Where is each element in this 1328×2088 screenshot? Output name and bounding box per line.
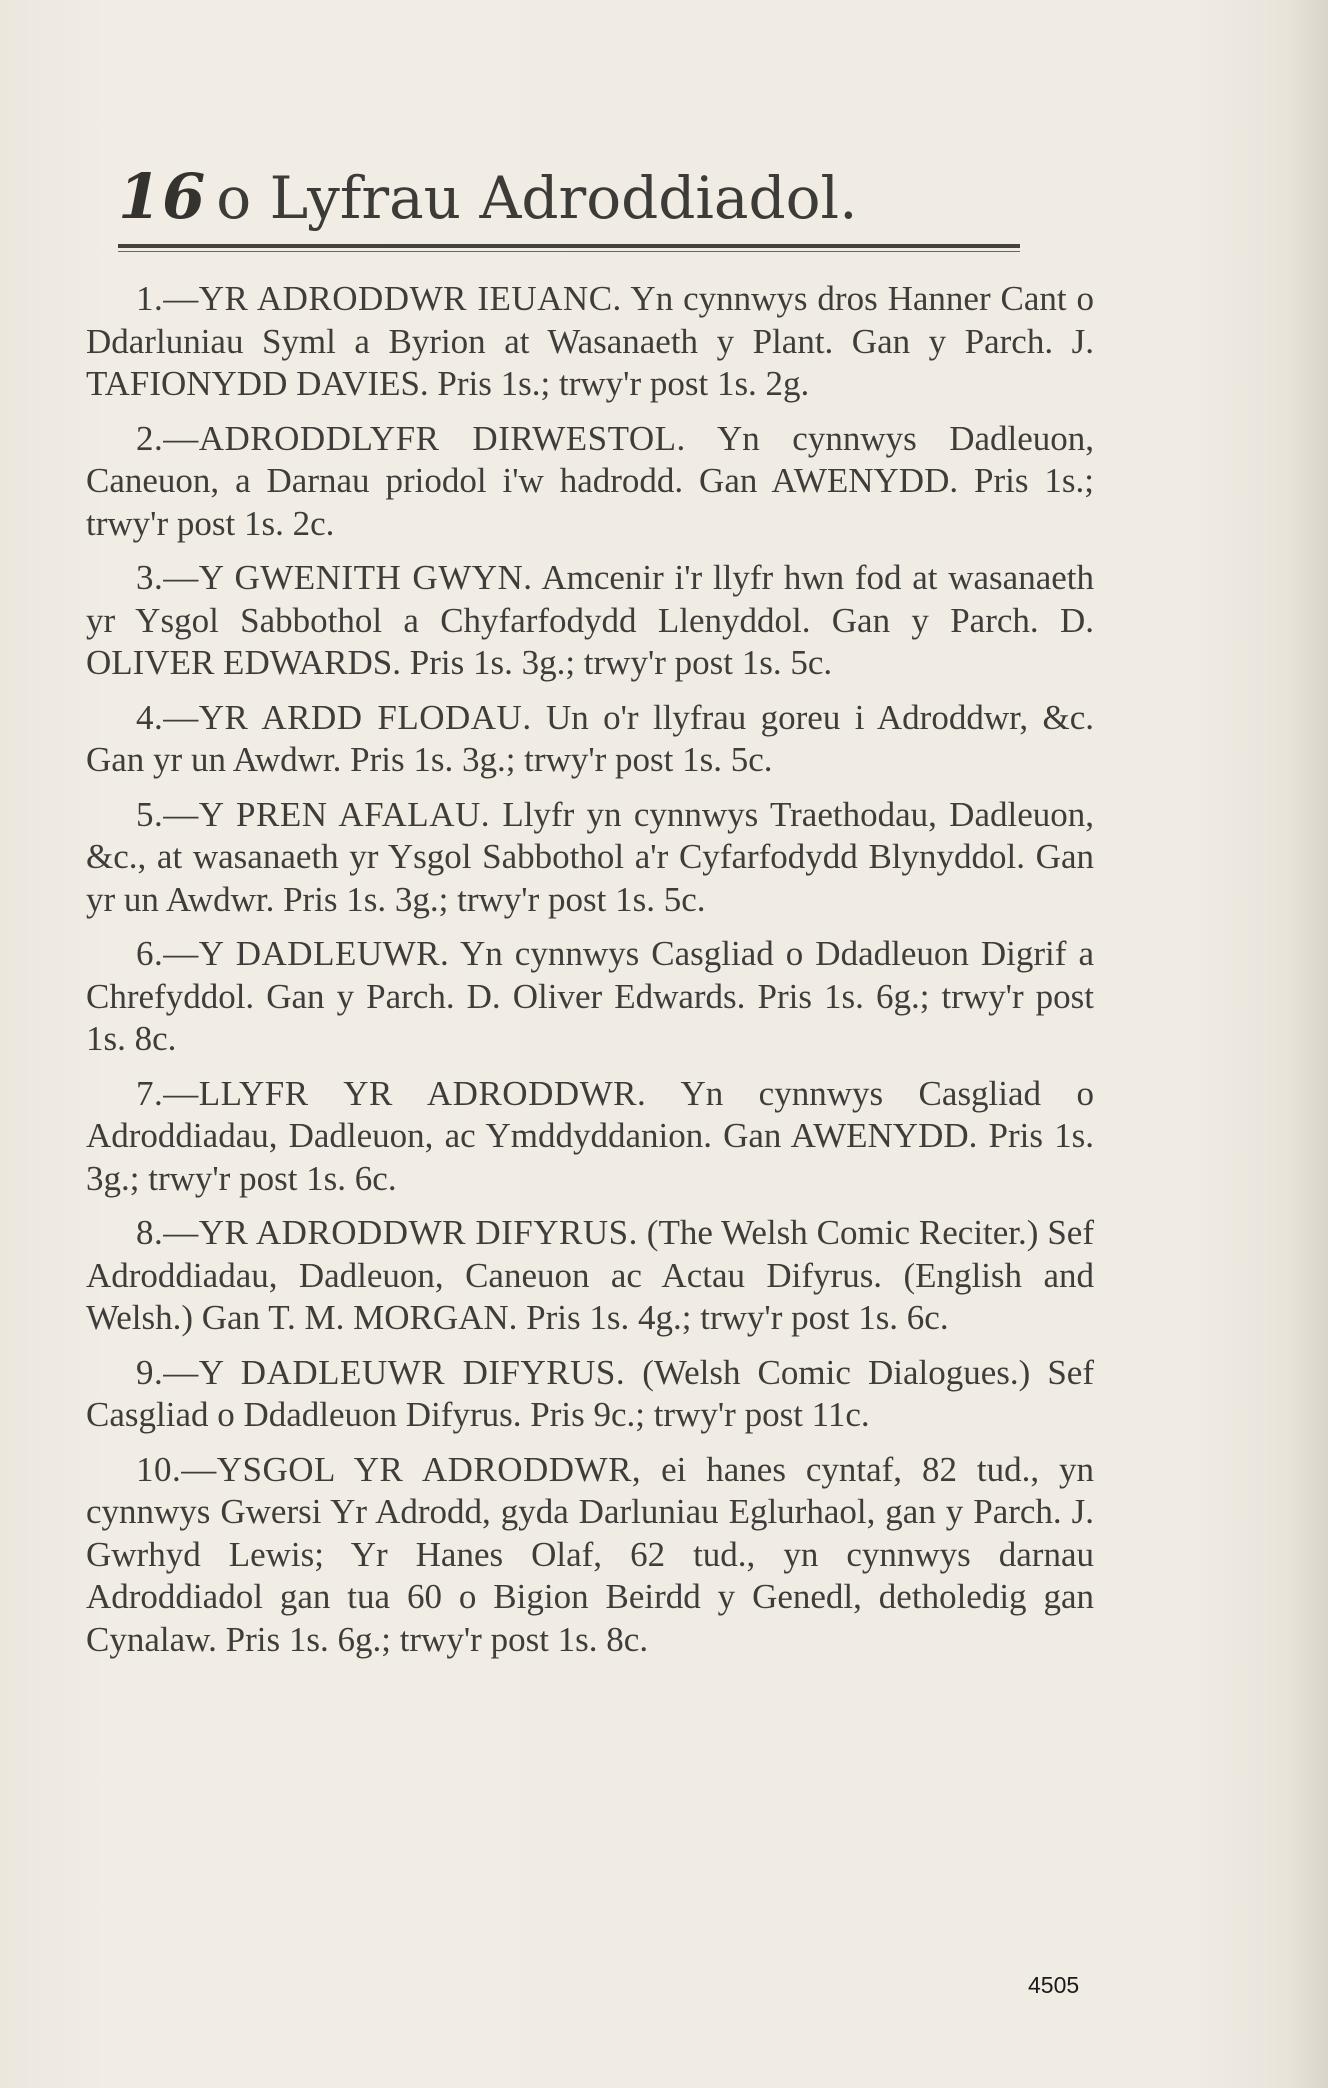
book-entry [86, 1212, 1094, 1340]
book-description: Yn cynnwys Dadleuon, Caneuon, a Darnau priodol i'w hadrodd. Gan AWENYDD. Pris 1s.; trwy'r post 1s. 2c. [86, 418, 1095, 543]
book-entry [86, 933, 1094, 1061]
book-entry [86, 1073, 1094, 1201]
book-entry [86, 557, 1094, 685]
book-title: 6.—Y DADLEUWR. [136, 934, 450, 973]
heading-rule-thin [118, 251, 1020, 252]
book-title: 10.—YSGOL YR ADRODDWR, [136, 1449, 642, 1489]
book-description: Un o'r llyfrau goreu i Adroddwr, &c. Gan yr un Awdwr. Pris 1s. 3g.; trwy'r post 1s. 5c. [86, 697, 1095, 779]
book-title: 2.—ADRODDLYFR DIRWESTOL. [136, 418, 686, 458]
book-title: 7.—LLYFR YR ADRODDWR. [136, 1073, 647, 1113]
book-description: Llyfr yn cynnwys Traethodau, Dadleuon, &c., at wasanaeth yr Ysgol Sabbothol a'r Cyfarfodydd Blynyddol. Gan yr un Awdwr. Pris 1s. 3g.; trwy'r post 1s. 5c. [86, 794, 1095, 919]
heading-title: o Lyfrau Adroddiadol. [216, 164, 858, 232]
book-entry [86, 418, 1094, 546]
book-list [86, 278, 1094, 1673]
book-title: 5.—Y PREN AFALAU. [136, 794, 490, 834]
book-description: Amcenir i'r llyfr hwn fod at wasanaeth yr Ysgol Sabbothol a Chyfarfodydd Llenyddol. Gan y Parch. D. OLIVER EDWARDS. Pris 1s. 3g.; trwy'r post 1s. 5c. [86, 558, 1095, 682]
book-entry [86, 278, 1094, 406]
book-entry [86, 1449, 1094, 1662]
heading-number: 16 [118, 160, 207, 233]
heading-rule [118, 244, 1020, 248]
book-entry [86, 1352, 1094, 1437]
book-description: (The Welsh Comic Reciter.) Sef Adroddiadau, Dadleuon, Caneuon ac Actau Difyrus. (English and Welsh.) Gan T. M. MORGAN. Pris 1s. 4g.; trwy'r post 1s. 6c. [86, 1213, 1094, 1337]
book-description: ei hanes cyntaf, 82 tud., yn cynnwys Gwersi Yr Adrodd, gyda Darluniau Eglurhaol, gan y Parch. J. Gwrhyd Lewis; Yr Hanes Olaf, 62 tud., yn cynnwys darnau Adroddiadol gan tua 60 o Bigion Beirdd y Genedl, detholedig gan Cynalaw. Pris 1s. 6g.; trwy'r post 1s. 8c. [86, 1449, 1094, 1659]
book-description: Yn cynnwys dros Hanner Cant o Ddarluniau Syml a Byrion at Wasanaeth y Plant. Gan y Parch. J. TAFIONYDD DAVIES. Pris 1s.; trwy'r post 1s. 2g. [86, 279, 1095, 403]
book-entry [86, 697, 1094, 782]
book-title: 1.—YR ADRODDWR IEUANC. [136, 279, 622, 318]
book-title: 9.—Y DADLEUWR DIFYRUS. [136, 1352, 626, 1392]
book-description: Yn cynnwys Casgliad o Adroddiadau, Dadleuon, ac Ymddyddanion. Gan AWENYDD. Pris 1s. 3g.; trwy'r post 1s. 6c. [86, 1073, 1095, 1198]
book-entry [86, 794, 1094, 922]
book-title: 3.—Y GWENITH GWYN. [136, 558, 533, 597]
book-description: (Welsh Comic Dialogues.) Sef Casgliad o Ddadleuon Difyrus. Pris 9c.; trwy'r post 11c. [86, 1352, 1094, 1434]
accession-number: 4505 [1028, 1972, 1080, 1998]
book-title: 4.—YR ARDD FLODAU. [136, 697, 532, 737]
page-edge-shadow [1288, 0, 1328, 2088]
book-description: Yn cynnwys Casgliad o Ddadleuon Digrif a Chrefyddol. Gan y Parch. D. Oliver Edwards. Pris 1s. 6g.; trwy'r post 1s. 8c. [86, 934, 1094, 1058]
book-title: 8.—YR ADRODDWR DIFYRUS. [136, 1213, 638, 1252]
page-heading [118, 160, 1018, 250]
